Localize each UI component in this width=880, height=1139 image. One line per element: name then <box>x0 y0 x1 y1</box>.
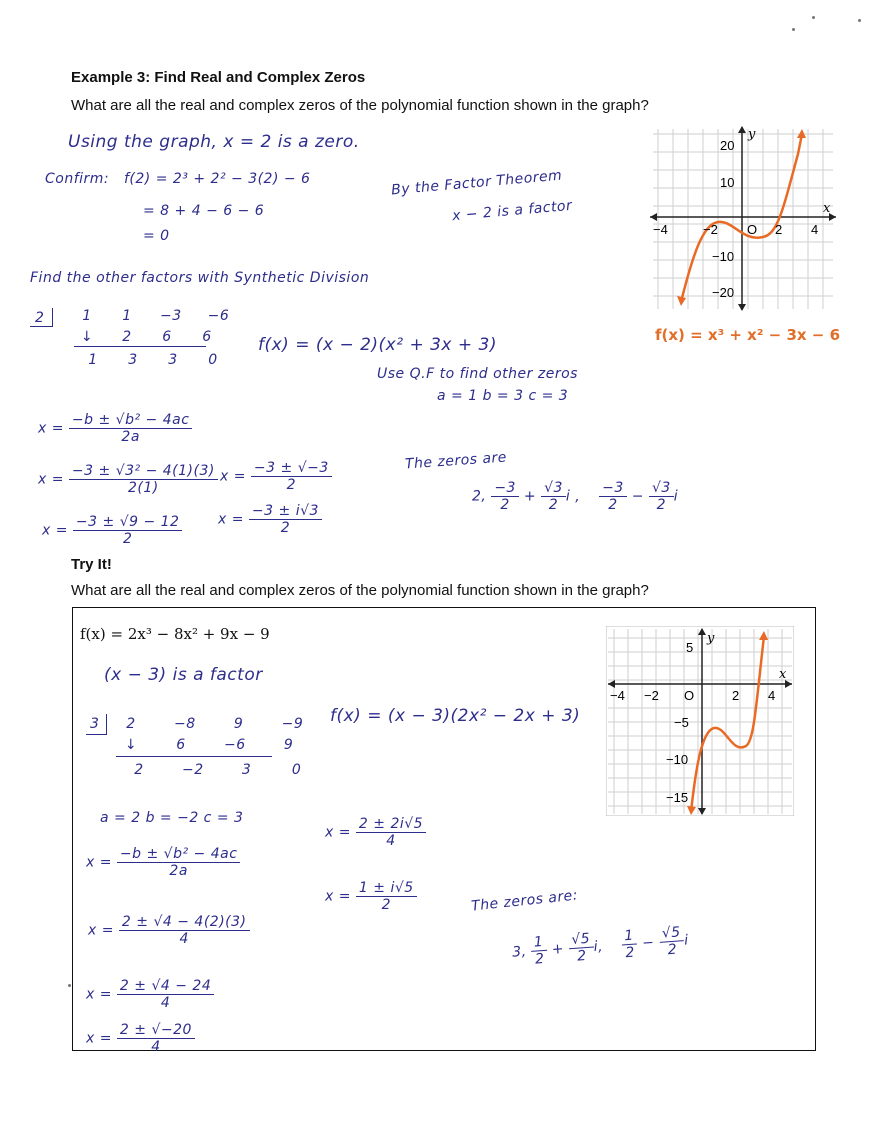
graph-caption: f(x) = x³ + x² − 3x − 6 <box>655 326 841 344</box>
hw-factored-form: f(x) = (x − 2)(x² + 3x + 3) <box>258 335 497 355</box>
qf-step4: x = $\frac{-3 \pm i√3}{2}$ <box>218 503 322 536</box>
graph-x-label: x <box>779 667 787 682</box>
hw-zeros-are: The zeros are <box>404 449 508 473</box>
synth-row-coefficients: 1 1 −3 −6 <box>82 308 230 324</box>
qf-step1: x = $\frac{2 \pm √4 - 4(2)(3)}{4}$ <box>88 914 250 947</box>
hw-use-qf: Use Q.F to find other zeros <box>377 366 578 382</box>
graph-tick-x: 2 <box>775 222 783 237</box>
graph-tick-x: 4 <box>768 688 776 703</box>
hw-abc-values: a = 1 b = 3 c = 3 <box>437 388 569 404</box>
graph-tick-y: 5 <box>686 640 694 655</box>
hw-confirm-line2: = 8 + 4 − 6 − 6 <box>143 203 265 219</box>
graph-tick-x: −4 <box>653 222 668 237</box>
graph-tick-y: −10 <box>666 752 689 767</box>
scan-speck <box>792 28 795 31</box>
hw-confirm-line1: f(2) = 2³ + 2² − 3(2) − 6 <box>124 171 311 187</box>
tryit-heading: Try It! <box>71 556 112 573</box>
qf-step3: x = $\frac{-3 \pm √-3}{2}$ <box>220 460 332 493</box>
synth-rule <box>116 756 272 757</box>
hw-zeros-list: 3, $\frac{1}{2}$ + $\frac{√5}{2}$ i, $\frac{1}{2}$ − $\frac{√5}{2}$ i <box>511 924 690 968</box>
synth-divisor-box <box>30 308 53 327</box>
graph-tick-y: 10 <box>720 175 735 190</box>
graph-tick-x: −2 <box>644 688 659 703</box>
hw-factored-form: f(x) = (x − 3)(2x² − 2x + 3) <box>330 706 581 726</box>
graph-tick-x: 2 <box>732 688 740 703</box>
graph-tick-x: 4 <box>811 222 819 237</box>
hw-find-other-factors: Find the other factors with Synthetic Division <box>30 270 370 286</box>
synth-row-coefficients: 2 −8 9 −9 <box>126 716 304 732</box>
hw-abc-values: a = 2 b = −2 c = 3 <box>100 810 244 826</box>
graph-y-label: y <box>707 631 715 646</box>
tryit-graph <box>606 626 794 816</box>
hw-is-factor: (x − 3) is a factor <box>104 665 263 685</box>
graph-tick-y: 20 <box>720 138 735 153</box>
synth-row-result: 1 3 3 0 <box>88 352 218 368</box>
synth-rule <box>74 346 206 347</box>
synth-divisor-box <box>86 714 107 735</box>
example-question: What are all the real and complex zeros of the polynomial function shown in the graph? <box>71 97 649 114</box>
graph-tick-y: −10 <box>712 249 735 264</box>
graph-y-label: y <box>748 127 756 142</box>
qf-line: x = $\frac{\text{−b ± √b² − 4ac}}{2a}$ <box>86 846 240 879</box>
graph-tick-x: −2 <box>703 222 718 237</box>
hw-zeros-list: 2, $\frac{-3}{2}$ + $\frac{√3}{2}$ i , $\frac{-3}{2}$ − $\frac{√3}{2}$ i <box>472 480 679 513</box>
qf-step2: x = $\frac{2 \pm √4 - 24}{4}$ <box>86 978 214 1011</box>
hw-zero-from-graph: Using the graph, x = 2 is a zero. <box>68 132 360 152</box>
graph-origin: O <box>684 688 695 703</box>
qf-line: x = $\frac{\text{−b ± √b² − 4ac}}{2a}$ <box>38 412 192 445</box>
graph-tick-x: −4 <box>610 688 625 703</box>
tryit-formula: f(x) = 2x³ − 8x² + 9x − 9 <box>80 625 270 643</box>
example-heading: Example 3: Find Real and Complex Zeros <box>71 69 366 86</box>
synth-divisor: 3 <box>90 716 100 732</box>
hw-zeros-are: The zeros are: <box>470 887 579 915</box>
scan-speck <box>68 984 71 987</box>
scan-speck <box>858 19 861 22</box>
hw-confirm-line3: = 0 <box>143 228 170 244</box>
qf-step1: x = $\frac{\text{−3 ± √3² − 4(1)(3)}}{2(1)}$ <box>38 463 218 496</box>
qf-root-simplified: x = $\frac{1 \pm i√5}{2}$ <box>325 880 417 913</box>
synth-divisor: 2 <box>35 310 45 326</box>
example-graph <box>648 124 838 314</box>
graph-x-label: x <box>823 201 831 216</box>
graph-tick-y: −5 <box>674 715 689 730</box>
hw-factor-statement: x − 2 is a factor <box>451 197 573 225</box>
hw-confirm-label: Confirm: <box>45 171 110 187</box>
hw-factor-theorem: By the Factor Theorem <box>390 167 563 199</box>
qf-step2: x = $\frac{-3 \pm √9 - 12}{2}$ <box>42 514 182 547</box>
graph-tick-y: −15 <box>666 790 689 805</box>
graph-tick-y: −20 <box>712 285 735 300</box>
qf-step3: x = $\frac{2 \pm √-20}{4}$ <box>86 1022 195 1055</box>
qf-root-unsimplified: x = $\frac{2 \pm 2i√5}{4}$ <box>325 816 426 849</box>
synth-row-result: 2 −2 3 0 <box>134 762 302 778</box>
synth-row-products: ↓ 6 −6 9 <box>124 737 294 753</box>
graph-origin: O <box>747 222 758 237</box>
scan-speck <box>812 16 815 19</box>
tryit-question: What are all the real and complex zeros of the polynomial function shown in the graph? <box>71 582 649 599</box>
synth-row-products: ↓ 2 6 6 <box>80 329 212 345</box>
